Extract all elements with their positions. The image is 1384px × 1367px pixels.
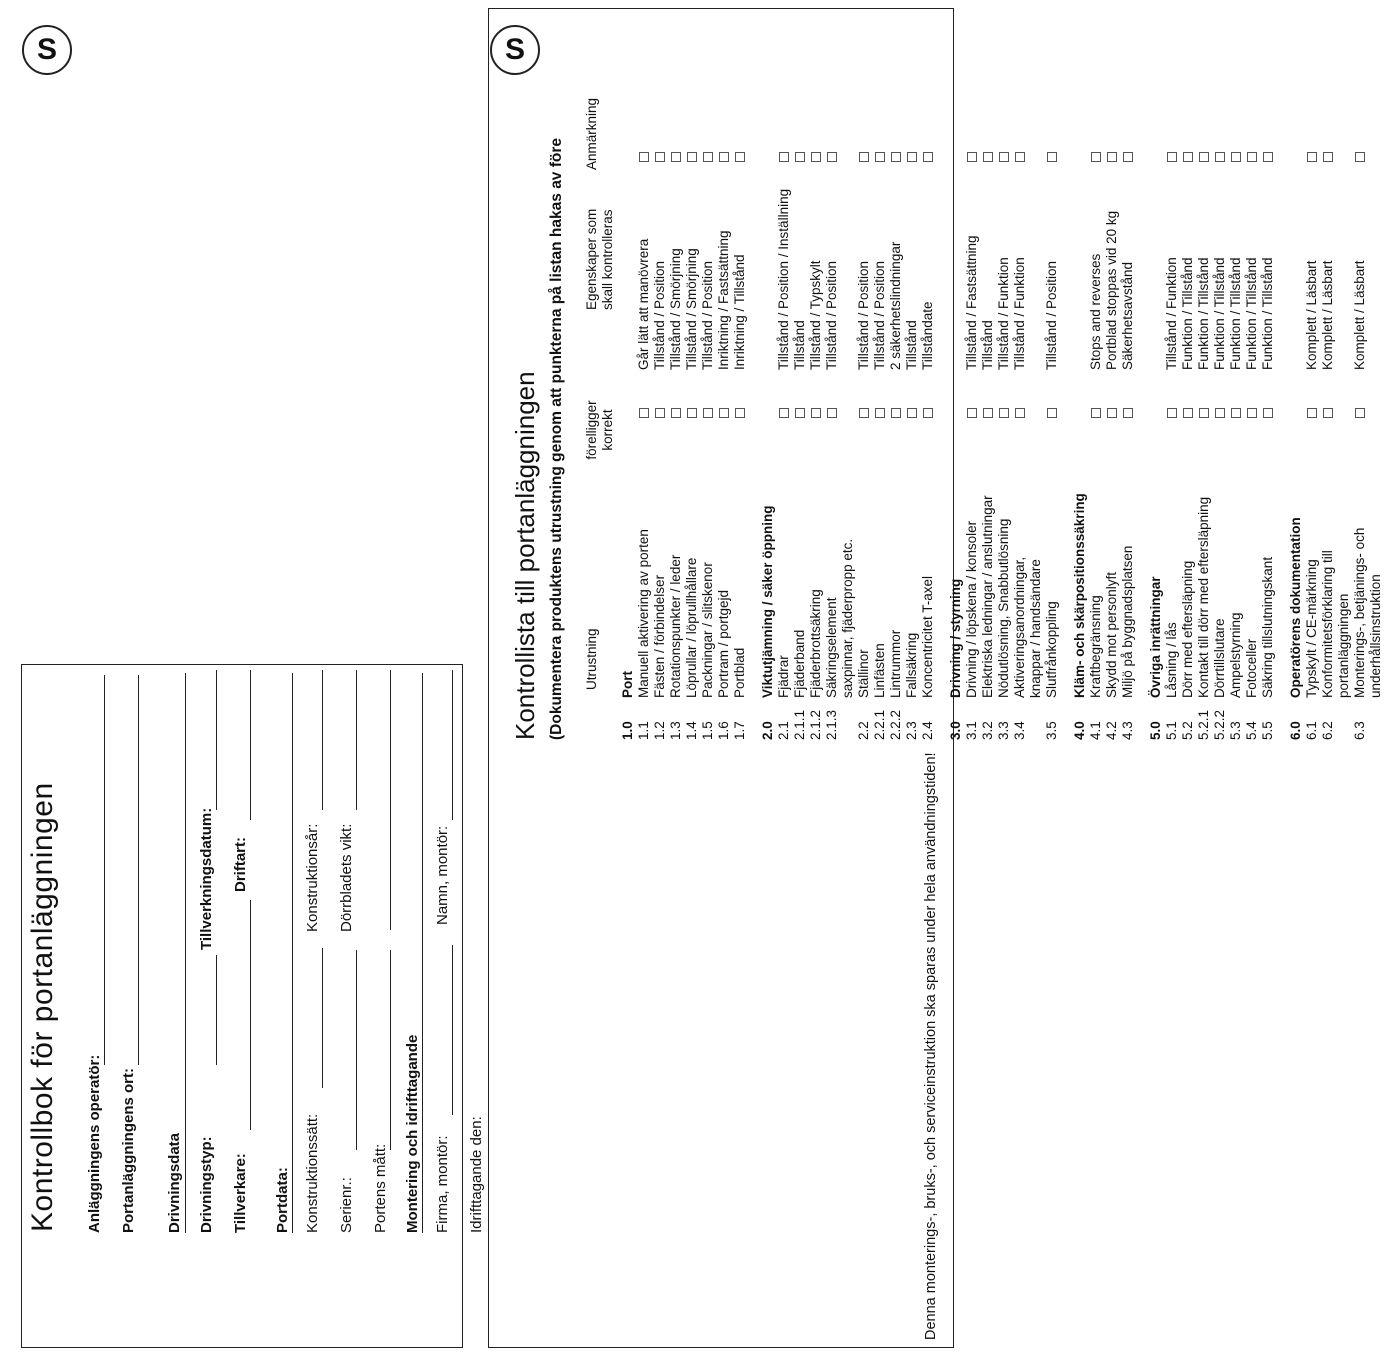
- present-checkbox[interactable]: [1107, 408, 1117, 418]
- checklist-row: [668, 40, 684, 740]
- row-equipment: Dörr med eftersläpning: [1180, 560, 1195, 698]
- checklist-row: [840, 40, 856, 740]
- location-label: Portanläggningens ort:: [120, 1068, 137, 1233]
- checklist-row: [1304, 40, 1320, 740]
- present-checkbox[interactable]: [735, 408, 745, 418]
- construction-label: Konstruktionssätt:: [304, 1113, 321, 1233]
- row-number: 2.2: [856, 721, 871, 740]
- row-equipment: Port: [620, 671, 635, 698]
- present-checkbox[interactable]: [1047, 408, 1057, 418]
- row-equipment: Skydd mot personlyft: [1104, 571, 1119, 698]
- manufacturer-label: Tillverkare:: [232, 1153, 249, 1233]
- remark-checkbox[interactable]: [671, 152, 681, 162]
- row-property: Inriktning / Fastsättning: [716, 230, 731, 370]
- row-number: 2.0: [760, 721, 775, 740]
- language-badge: S: [490, 25, 540, 75]
- checklist-row: [1244, 40, 1260, 740]
- checklist-row: [904, 40, 920, 740]
- remark-checkbox[interactable]: [1167, 152, 1177, 162]
- row-property: Säkerhetsavstånd: [1120, 261, 1135, 370]
- present-checkbox[interactable]: [1091, 408, 1101, 418]
- checklist-row: [1012, 40, 1028, 740]
- row-equipment: Konformitetsförklaring till: [1320, 550, 1335, 698]
- present-checkbox[interactable]: [827, 408, 837, 418]
- remark-checkbox[interactable]: [719, 152, 729, 162]
- mounting-label: Montering och idrifttagande: [404, 1034, 421, 1233]
- col-header-present: förelligger korrekt: [584, 400, 615, 460]
- checklist-row: [1320, 40, 1336, 740]
- row-equipment: Kraftbegränsning: [1088, 595, 1103, 698]
- row-property: Tillstånd / Position: [700, 260, 715, 370]
- remark-checkbox[interactable]: [687, 152, 697, 162]
- row-number: 1.7: [732, 721, 747, 740]
- row-equipment: Koncentricitet T-axel: [920, 575, 935, 698]
- row-equipment: Aktiveringsanordningar,: [1012, 556, 1027, 698]
- row-number: 4.0: [1072, 721, 1087, 740]
- row-property: Tillstånd: [904, 320, 919, 370]
- row-equipment: Övriga inrättningar: [1148, 576, 1163, 698]
- row-equipment: Rotationspunkter / leder: [668, 554, 683, 698]
- language-badge: S: [22, 25, 72, 75]
- row-equipment: Löprullar / löprullhållare: [684, 557, 699, 698]
- present-checkbox[interactable]: [983, 408, 993, 418]
- checklist-row: [980, 40, 996, 740]
- row-equipment: Dörrtillslutare: [1212, 618, 1227, 698]
- row-number: 1.5: [700, 721, 715, 740]
- row-number: 5.2: [1180, 721, 1195, 740]
- checklist-row: [1044, 40, 1060, 740]
- remark-checkbox[interactable]: [983, 152, 993, 162]
- checklist-row: [1028, 40, 1044, 740]
- remark-checkbox[interactable]: [1091, 152, 1101, 162]
- drive-type-label: Drivningstyp:: [198, 1136, 215, 1233]
- checklist-row: [1180, 40, 1196, 740]
- checklist-row: [732, 40, 748, 740]
- construction-year-label: Konstruktionsår:: [304, 823, 321, 932]
- row-number: 3.3: [996, 721, 1011, 740]
- row-equipment: Lintrummor: [888, 629, 903, 698]
- row-property: Tillstånd / Typskylt: [808, 260, 823, 370]
- row-property: Komplett / Läsbart: [1320, 260, 1335, 370]
- remark-checkbox[interactable]: [811, 152, 821, 162]
- row-property: Stops and reverses: [1088, 253, 1103, 370]
- row-equipment: underhållsinstruktion: [1368, 574, 1383, 698]
- remark-checkbox[interactable]: [923, 152, 933, 162]
- remark-checkbox[interactable]: [735, 152, 745, 162]
- row-property: Funktion / Tillstånd: [1228, 257, 1243, 370]
- row-number: 4.3: [1120, 721, 1135, 740]
- row-property: Inriktning / Tillstånd: [732, 254, 747, 370]
- col-header-remark: Anmärkning: [584, 97, 599, 170]
- checklist-row: [824, 40, 840, 740]
- row-number: 3.1: [964, 721, 979, 740]
- checklist-row: [1212, 40, 1228, 740]
- present-checkbox[interactable]: [779, 408, 789, 418]
- checklist-row: [1352, 40, 1368, 740]
- row-equipment: Linfästen: [872, 643, 887, 698]
- remark-checkbox[interactable]: [779, 152, 789, 162]
- row-equipment: Ampelstyrning: [1228, 612, 1243, 698]
- remark-checkbox[interactable]: [1323, 152, 1333, 162]
- row-number: 2.1.3: [824, 709, 839, 740]
- row-equipment: Portblad: [732, 647, 747, 698]
- row-number: 5.3: [1228, 721, 1243, 740]
- row-property: Tillstånd / Funktion: [996, 257, 1011, 370]
- row-number: 1.6: [716, 721, 731, 740]
- remark-checkbox[interactable]: [1247, 152, 1257, 162]
- row-number: 6.2: [1320, 721, 1335, 740]
- remark-checkbox[interactable]: [1355, 152, 1365, 162]
- remark-checkbox[interactable]: [999, 152, 1009, 162]
- remark-checkbox[interactable]: [639, 152, 649, 162]
- present-checkbox[interactable]: [891, 408, 901, 418]
- row-property: Tillstånd / Position: [856, 260, 871, 370]
- present-checkbox[interactable]: [1183, 408, 1193, 418]
- checklist-row: [716, 40, 732, 740]
- page-footer: Denna monterings-, bruks-, och serviceinstruktion ska sparas under hela användningstiden!: [923, 752, 939, 1340]
- row-number: 4.1: [1088, 721, 1103, 740]
- present-checkbox[interactable]: [655, 408, 665, 418]
- row-number: 2.3: [904, 721, 919, 740]
- checklist-row: [1196, 40, 1212, 740]
- row-number: 1.2: [652, 721, 667, 740]
- present-checkbox[interactable]: [687, 408, 697, 418]
- present-checkbox[interactable]: [1355, 408, 1365, 418]
- row-equipment: Operatörens dokumentation: [1288, 517, 1303, 698]
- page-title: Kontrollbok för portanläggningen: [26, 782, 59, 1232]
- row-equipment: Säkringselement: [824, 597, 839, 698]
- checklist-section: [620, 40, 636, 740]
- remark-checkbox[interactable]: [1263, 152, 1273, 162]
- row-number: 2.2.2: [888, 709, 903, 740]
- row-property: Tillstånd / Position: [1044, 260, 1059, 370]
- checklist-row: [684, 40, 700, 740]
- row-property: 2 säkerhetslindningar: [888, 241, 903, 370]
- checklist-row: [964, 40, 980, 740]
- row-property: Funktion / Tillstånd: [1212, 257, 1227, 370]
- checklist-row: [1104, 40, 1120, 740]
- present-checkbox[interactable]: [795, 408, 805, 418]
- row-equipment: Fotoceller: [1244, 638, 1259, 698]
- checklist-row: [808, 40, 824, 740]
- serial-label: Serienr.:: [338, 1177, 355, 1233]
- present-checkbox[interactable]: [999, 408, 1009, 418]
- checklist-row: [776, 40, 792, 740]
- row-equipment: Fjädrar: [776, 655, 791, 698]
- row-equipment: Viktutjämning / säker öppning: [760, 505, 775, 698]
- row-equipment: Miljö på byggnadsplatsen: [1120, 545, 1135, 698]
- remark-checkbox[interactable]: [1199, 152, 1209, 162]
- driftart-label: Driftart:: [232, 837, 249, 892]
- row-number: 6.3: [1352, 721, 1367, 740]
- row-property: Tillstånd / Position: [872, 260, 887, 370]
- checklist-row: [1336, 40, 1352, 740]
- row-equipment: Drivning / löpskena / konsoler: [964, 520, 979, 698]
- control-book-lower-block: [23, 648, 483, 1348]
- remark-checkbox[interactable]: [1231, 152, 1241, 162]
- remark-checkbox[interactable]: [907, 152, 917, 162]
- row-number: 2.2.1: [872, 709, 887, 740]
- remark-checkbox[interactable]: [1123, 152, 1133, 162]
- present-checkbox[interactable]: [923, 408, 933, 418]
- row-number: 2.1.2: [808, 709, 823, 740]
- row-property: Tillstånd / Funktion: [1012, 257, 1027, 370]
- checklist-row: [700, 40, 716, 740]
- checklist-subtitle: (Dokumentera produktens utrustning genom att punkterna på listan hakas av före: [548, 137, 565, 740]
- remark-checkbox[interactable]: [967, 152, 977, 162]
- checklist-row: [996, 40, 1012, 740]
- row-number: 4.2: [1104, 721, 1119, 740]
- checklist-section: [1148, 40, 1164, 740]
- row-number: 5.1: [1164, 721, 1179, 740]
- row-equipment: Fjäderbrottsäkring: [808, 589, 823, 698]
- row-property: Tillstånd / Funktion: [1164, 257, 1179, 370]
- row-equipment: Slutfrånkoppling: [1044, 601, 1059, 698]
- row-property: Tillstånd / Position: [652, 260, 667, 370]
- name-label: Namn, montör:: [434, 825, 451, 925]
- present-checkbox[interactable]: [907, 408, 917, 418]
- row-number: 5.2.1: [1196, 709, 1211, 740]
- row-equipment: knappar / handsändare: [1028, 559, 1043, 698]
- row-property: Komplett / Läsbart: [1352, 260, 1367, 370]
- commission-date-label: Idrifttagande den:: [468, 1116, 485, 1233]
- checklist-row: [636, 40, 652, 740]
- present-checkbox[interactable]: [875, 408, 885, 418]
- row-number: 5.2.2: [1212, 709, 1227, 740]
- row-property: Tillstånd / Position: [824, 260, 839, 370]
- checklist-row: [792, 40, 808, 740]
- row-equipment: Manuell aktivering av porten: [636, 529, 651, 698]
- present-checkbox[interactable]: [671, 408, 681, 418]
- row-property: Funktion / Tillstånd: [1196, 257, 1211, 370]
- row-number: 1.3: [668, 721, 683, 740]
- checklist-row: [652, 40, 668, 740]
- row-property: Går lätt att manövrera: [636, 238, 651, 370]
- checklist-row: [856, 40, 872, 740]
- checklist-row: [872, 40, 888, 740]
- row-equipment: Portram / portgejd: [716, 589, 731, 698]
- present-checkbox[interactable]: [1123, 408, 1133, 418]
- row-number: 5.0: [1148, 721, 1163, 740]
- col-header-equipment: Utrustning: [584, 628, 599, 690]
- present-checkbox[interactable]: [639, 408, 649, 418]
- row-property: Tillståndate: [920, 301, 935, 370]
- row-equipment: saxpinnar, fjäderpropp etc.: [840, 538, 855, 698]
- remark-checkbox[interactable]: [1015, 152, 1025, 162]
- remark-checkbox[interactable]: [655, 152, 665, 162]
- present-checkbox[interactable]: [1307, 408, 1317, 418]
- row-number: 3.2: [980, 721, 995, 740]
- row-number: 3.0: [948, 721, 963, 740]
- row-property: Tillstånd / Smörjning: [684, 248, 699, 370]
- row-equipment: Typskylt / CE-märkning: [1304, 559, 1319, 698]
- checklist-row: [1228, 40, 1244, 740]
- remark-checkbox[interactable]: [891, 152, 901, 162]
- row-number: 6.0: [1288, 721, 1303, 740]
- row-equipment: portanläggningen: [1336, 593, 1351, 698]
- row-number: 3.5: [1044, 721, 1059, 740]
- remark-checkbox[interactable]: [875, 152, 885, 162]
- remark-checkbox[interactable]: [1307, 152, 1317, 162]
- operator-label: Anläggningens operatör:: [86, 1054, 103, 1233]
- checklist-page: [488, 0, 1383, 1350]
- present-checkbox[interactable]: [703, 408, 713, 418]
- row-equipment: Drivning / styrning: [948, 578, 963, 698]
- manufacture-date-label: Tillverkningsdatum:: [198, 807, 215, 950]
- present-checkbox[interactable]: [1263, 408, 1273, 418]
- row-property: Portblad stoppas vid 20 kg: [1104, 210, 1119, 370]
- present-checkbox[interactable]: [1015, 408, 1025, 418]
- row-number: 1.0: [620, 721, 635, 740]
- row-property: Funktion / Tillstånd: [1260, 257, 1275, 370]
- row-number: 3.4: [1012, 721, 1027, 740]
- remark-checkbox[interactable]: [1183, 152, 1193, 162]
- remark-checkbox[interactable]: [827, 152, 837, 162]
- row-property: Tillstånd: [980, 320, 995, 370]
- present-checkbox[interactable]: [811, 408, 821, 418]
- remark-checkbox[interactable]: [1107, 152, 1117, 162]
- checklist-title: Kontrollista till portanläggningen: [510, 371, 540, 740]
- row-equipment: Kontakt till dörr med eftersläpning: [1196, 496, 1211, 698]
- present-checkbox[interactable]: [1215, 408, 1225, 418]
- remark-checkbox[interactable]: [703, 152, 713, 162]
- checklist-row: [1368, 40, 1384, 740]
- row-equipment: Nödutlösning, Snabbutlösning: [996, 518, 1011, 698]
- row-equipment: Monterings-, betjänings- och: [1352, 527, 1367, 698]
- row-equipment: Fjäderband: [792, 629, 807, 698]
- checklist-section: [1072, 40, 1088, 740]
- present-checkbox[interactable]: [1167, 408, 1177, 418]
- remark-checkbox[interactable]: [1047, 152, 1057, 162]
- remark-checkbox[interactable]: [795, 152, 805, 162]
- row-equipment: Fästen / förbindelser: [652, 574, 667, 698]
- row-equipment: Kläm- och skärpositionssäkring: [1072, 493, 1087, 698]
- row-property: Tillstånd / Fastsättning: [964, 235, 979, 370]
- company-label: Firma, montör:: [434, 1135, 451, 1233]
- remark-checkbox[interactable]: [859, 152, 869, 162]
- present-checkbox[interactable]: [719, 408, 729, 418]
- row-equipment: Fallsäkring: [904, 632, 919, 698]
- row-number: 2.1: [776, 721, 791, 740]
- row-number: 5.4: [1244, 721, 1259, 740]
- row-equipment: Elektriska ledningar / anslutningar: [980, 495, 995, 698]
- row-number: 1.4: [684, 721, 699, 740]
- row-equipment: Packningar / slitskenor: [700, 562, 715, 698]
- row-number: 1.1: [636, 721, 651, 740]
- present-checkbox[interactable]: [1231, 408, 1241, 418]
- row-property: Komplett / Läsbart: [1304, 260, 1319, 370]
- dimensions-label: Portens mått:: [372, 1143, 389, 1233]
- leaf-weight-label: Dörrbladets vikt:: [338, 823, 355, 932]
- checklist-section: [760, 40, 776, 740]
- checklist-row: [920, 40, 936, 740]
- row-equipment: Låsning / lås: [1164, 622, 1179, 698]
- row-property: Funktion / Tillstånd: [1180, 257, 1195, 370]
- row-number: 6.1: [1304, 721, 1319, 740]
- drive-data-label: Drivningsdata: [166, 1132, 183, 1233]
- portdata-label: Portdata:: [274, 1167, 291, 1233]
- present-checkbox[interactable]: [859, 408, 869, 418]
- checklist-row: [1164, 40, 1180, 740]
- row-property: Tillstånd / Smörjning: [668, 248, 683, 370]
- checklist-section: [1288, 40, 1304, 740]
- present-checkbox[interactable]: [1323, 408, 1333, 418]
- checklist-row: [1260, 40, 1276, 740]
- row-number: 2.4: [920, 721, 935, 740]
- row-property: Tillstånd / Position / Inställning: [776, 188, 791, 370]
- remark-checkbox[interactable]: [1215, 152, 1225, 162]
- checklist-row: [1088, 40, 1104, 740]
- present-checkbox[interactable]: [967, 408, 977, 418]
- col-header-properties: Egenskaper som skall kontrolleras: [584, 208, 615, 310]
- present-checkbox[interactable]: [1199, 408, 1209, 418]
- row-equipment: Säkring tillslutningskant: [1260, 556, 1275, 698]
- checklist-row: [888, 40, 904, 740]
- row-number: 5.5: [1260, 721, 1275, 740]
- checklist-row: [1120, 40, 1136, 740]
- row-equipment: Ställinor: [856, 649, 871, 698]
- present-checkbox[interactable]: [1247, 408, 1257, 418]
- row-property: Tillstånd: [792, 320, 807, 370]
- row-number: 2.1.1: [792, 709, 807, 740]
- checklist-section: [948, 40, 964, 740]
- row-property: Funktion / Tillstånd: [1244, 257, 1259, 370]
